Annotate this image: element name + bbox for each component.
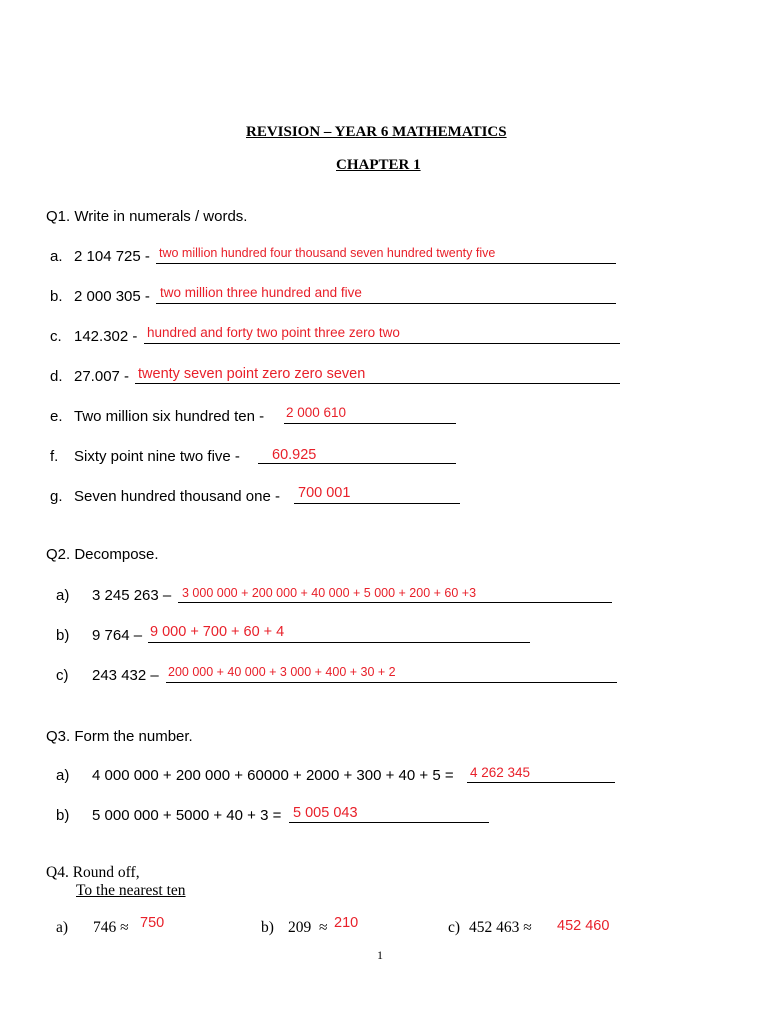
handwritten-answer: two million hundred four thousand seven hundred twenty five [159, 246, 496, 260]
item-prompt: 9 764 – [92, 627, 143, 644]
item-prompt: 452 463 ≈ [469, 919, 532, 936]
page-title: REVISION – YEAR 6 MATHEMATICS [246, 124, 507, 140]
item-letter: f. [50, 448, 59, 465]
item-prompt: Seven hundred thousand one - [74, 488, 280, 505]
handwritten-answer: 9 000 + 700 + 60 + 4 [150, 624, 285, 640]
item-prompt: Two million six hundred ten - [74, 408, 265, 425]
item-letter: g. [50, 488, 63, 505]
answer-line[interactable] [156, 303, 616, 304]
handwritten-answer: hundred and forty two point three zero two [147, 325, 400, 340]
item-letter: c) [56, 667, 69, 684]
item-prompt: 2 104 725 - [74, 248, 150, 265]
handwritten-answer: 200 000 + 40 000 + 3 000 + 400 + 30 + 2 [168, 665, 396, 679]
q3-heading: Q3. Form the number. [46, 728, 193, 745]
handwritten-answer: 5 005 043 [293, 805, 358, 821]
handwritten-answer: 750 [140, 915, 165, 931]
handwritten-answer: 4 262 345 [470, 765, 531, 780]
page-number: 1 [377, 948, 383, 962]
q4-subheading: To the nearest ten [76, 882, 186, 899]
q4-heading: Q4. Round off, [46, 864, 140, 881]
answer-line[interactable] [289, 822, 489, 823]
item-prompt: 5 000 000 + 5000 + 40 + 3 = [92, 807, 282, 824]
item-prompt: 209 ≈ [288, 919, 328, 936]
item-prompt: 2 000 305 - [74, 288, 150, 305]
answer-line[interactable] [156, 263, 616, 264]
item-letter: e. [50, 408, 63, 425]
handwritten-answer: 700 001 [298, 485, 351, 501]
handwritten-answer: 210 [334, 915, 359, 931]
answer-line[interactable] [178, 602, 612, 603]
handwritten-answer: 452 460 [557, 918, 610, 934]
item-prompt: 746 ≈ [93, 919, 129, 936]
item-letter: a) [56, 767, 70, 784]
answer-line[interactable] [467, 782, 615, 783]
answer-line[interactable] [166, 682, 617, 683]
item-letter: d. [50, 368, 63, 385]
handwritten-answer: two million three hundred and five [160, 285, 362, 300]
handwritten-answer: twenty seven point zero zero seven [138, 366, 366, 382]
q2-heading: Q2. Decompose. [46, 546, 159, 563]
q1-heading: Q1. Write in numerals / words. [46, 208, 248, 225]
item-letter: c. [50, 328, 62, 345]
item-prompt: 27.007 - [74, 368, 130, 385]
item-letter: b) [56, 627, 70, 644]
item-prompt: 3 245 263 – [92, 587, 172, 604]
item-letter: a) [56, 587, 70, 604]
answer-line[interactable] [148, 642, 530, 643]
answer-line[interactable] [294, 503, 460, 504]
item-prompt: 142.302 - [74, 328, 138, 345]
item-letter: a. [50, 248, 63, 265]
item-letter: a) [56, 919, 69, 936]
item-prompt: Sixty point nine two five - [74, 448, 240, 465]
answer-line[interactable] [135, 383, 620, 384]
answer-line[interactable] [284, 423, 456, 424]
item-letter: b) [261, 919, 274, 936]
chapter-title: CHAPTER 1 [336, 157, 421, 173]
answer-line[interactable] [258, 463, 456, 464]
item-letter: c) [448, 919, 461, 936]
answer-line[interactable] [144, 343, 620, 344]
item-prompt: 243 432 – [92, 667, 159, 684]
handwritten-answer: 2 000 610 [286, 405, 347, 420]
handwritten-answer: 3 000 000 + 200 000 + 40 000 + 5 000 + 200 + 60 +3 [182, 586, 477, 600]
item-letter: b. [50, 288, 63, 305]
item-letter: b) [56, 807, 70, 824]
handwritten-answer: 60.925 [272, 447, 317, 463]
item-prompt: 4 000 000 + 200 000 + 60000 + 2000 + 300 + 40 + 5 = [92, 767, 454, 784]
